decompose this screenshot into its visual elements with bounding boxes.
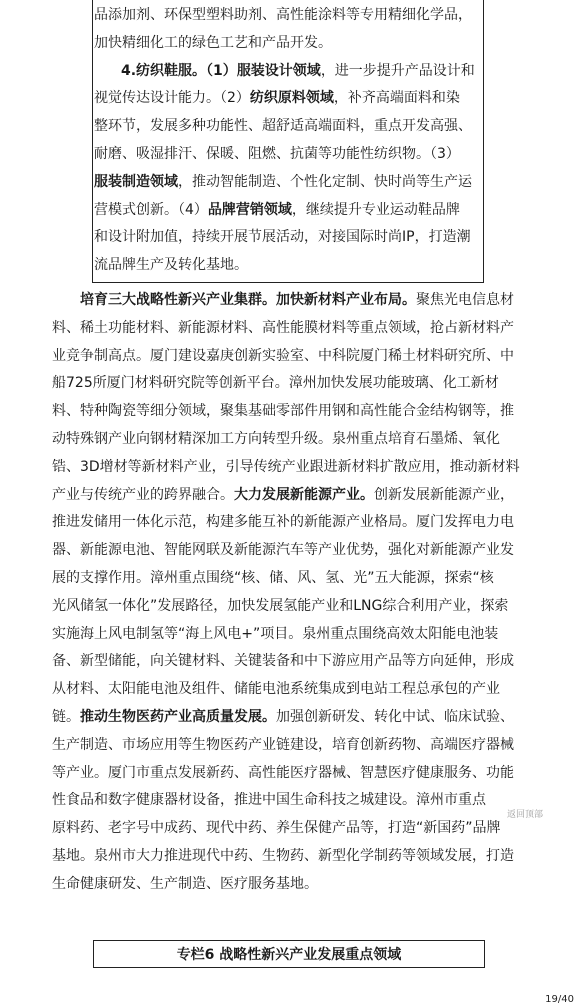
text-line [52,485,514,505]
text-segment: ，补齐高端面料和染 [333,90,460,107]
text-segment: 实施海上风电制氢等“海上风电+”项目。泉州重点围绕高效太阳能电池装 [52,625,499,642]
text-line [52,457,520,477]
column-title: 专栏6 战略性新兴产业发展重点领域 [176,947,402,963]
bold-text: 大力发展新能源产业。 [234,486,374,503]
text-segment: 推进发储用一体化示范，构建多能互补的新能源产业格局。厦门发挥电力电 [52,514,514,531]
text-segment: 视觉传达设计能力。（2） [94,90,250,107]
text-line [52,763,514,783]
text-line [52,846,514,866]
text-line [52,373,499,393]
text-line [94,227,471,247]
text-segment: 性食品和数字健康器材设备，推进中国生命科技之城建设。漳州市重点 [52,792,486,809]
text-segment: 耐磨、吸湿排汗、保暖、阻燃、抗菌等功能性纺织物。（3） [94,146,460,162]
text-segment: 流品牌生产及转化基地。 [94,257,248,274]
text-segment: 生产制造、市场应用等生物医药产业链建设，培育创新药物、高端医疗器械 [52,736,514,753]
page-number: 19/40 [545,994,574,1005]
text-line [94,88,460,108]
text-segment: 品添加剂、环保型塑料助剂、高性能涂料等专用精细化学品， [94,7,472,23]
bold-text: 推动生物医药产业高质量发展。 [80,709,276,725]
text-line [94,5,472,25]
text-segment: ，继续提升专业运动鞋品牌 [291,201,460,218]
text-line [80,290,514,310]
text-segment: 加强创新研发、转化中试、临床试验、 [276,709,514,725]
text-line [52,512,514,532]
text-line [52,874,318,894]
text-segment: 器、新能源电池、智能网联及新能源汽车等产业优势，强化对新能源产业发 [52,542,514,559]
bold-text: 品牌营销领域 [207,201,292,218]
text-segment: 展的支撑作用。漳州重点围绕“核、储、风、氢、光”五大能源，探索“核 [52,570,494,586]
text-segment: 创新发展新能源产业， [374,486,514,503]
text-line [94,172,472,192]
text-segment: 整环节，发展多种功能性、超舒适高端面料，重点开发高强、 [94,118,472,135]
text-segment: 链。 [52,709,80,725]
text-line [52,596,508,616]
text-line [52,651,514,671]
bold-text: 纺织原料领域 [249,90,334,107]
text-line [94,144,460,164]
text-line [52,401,514,421]
text-segment: 锆、3D增材等新材料产业，引导传统产业跟进新材料扩散应用，推动新材料 [52,458,520,475]
bold-text: 服装设计领域 [236,62,321,79]
text-line [52,568,494,588]
text-segment: 产业与传统产业的跨界融合。 [52,486,234,503]
text-segment: 业竞争制高点。厦门建设嘉庚创新实验室、中科院厦门稀土材料研究所、中 [52,347,514,364]
text-segment: 料、特种陶瓷等细分领域，聚集基础零部件用钢和高性能合金结构钢等，推 [52,403,514,420]
text-line [94,33,332,53]
text-segment: 从材料、太阳能电池及组件、储能电池系统集成到电站工程总承包的产业 [52,681,500,698]
text-line [52,624,498,644]
text-line [52,540,514,560]
text-segment: 基地。泉州市大力推进现代中药、生物药、新型化学制药等领域发展，打造 [52,848,514,864]
text-line [52,679,500,699]
text-line [94,116,472,136]
text-segment: 原料药、老字号中成药、现代中药、养生保健产品等，打造“新国药”品牌 [52,820,501,837]
text-segment: 聚焦光电信息材 [416,292,514,308]
text-segment: 料、稀土功能材料、新能源材料、高性能膜材料等重点领域，抢占新材料产 [52,319,514,336]
text-segment: 船725所厦门材料研究院等创新平台。漳州加快发展功能玻璃、化工新材 [52,375,499,392]
column-title-box [93,940,485,968]
text-segment: 加快精细化工的绿色工艺和产品开发。 [94,34,332,51]
text-line [52,818,501,838]
text-segment: 生命健康研发、生产制造、医疗服务基地。 [52,875,318,892]
text-line [52,735,514,755]
text-line [52,318,514,338]
text-segment: 营模式创新。（4） [94,201,208,218]
text-segment: 和设计附加值，持续开展节展活动，对接国际时尚IP，打造潮 [94,229,471,246]
text-segment: 等产业。厦门市重点发展新药、高性能医疗器械、智慧医疗健康服务、功能 [52,764,514,781]
text-segment: ，进一步提升产品设计和 [320,62,475,79]
text-segment: 备、新型储能，向关键材料、关键装备和中下游应用产品等方向延伸，形成 [52,653,514,670]
text-line [52,707,514,727]
bold-text: 培育三大战略性新兴产业集群。加快新材料产业布局。 [80,292,416,308]
bold-text: 服装制造领域 [94,173,178,190]
text-line [94,255,248,275]
text-line [52,790,486,810]
text-segment: ，推动智能制造、个性化定制、快时尚等生产运 [178,173,472,190]
text-line [52,346,514,366]
text-line [94,200,460,220]
bold-text: 4.纺织鞋服。（1） [121,62,237,79]
text-line [121,61,475,81]
text-segment: 光风储氢一体化”发展路径，加快发展氢能产业和LNG综合利用产业，探索 [52,597,509,614]
back-to-top-link[interactable]: 返回顶部 [507,810,544,820]
text-line [52,429,500,449]
text-segment: 动特殊钢产业向钢材精深加工方向转型升级。泉州重点培育石墨烯、氧化 [52,431,500,447]
